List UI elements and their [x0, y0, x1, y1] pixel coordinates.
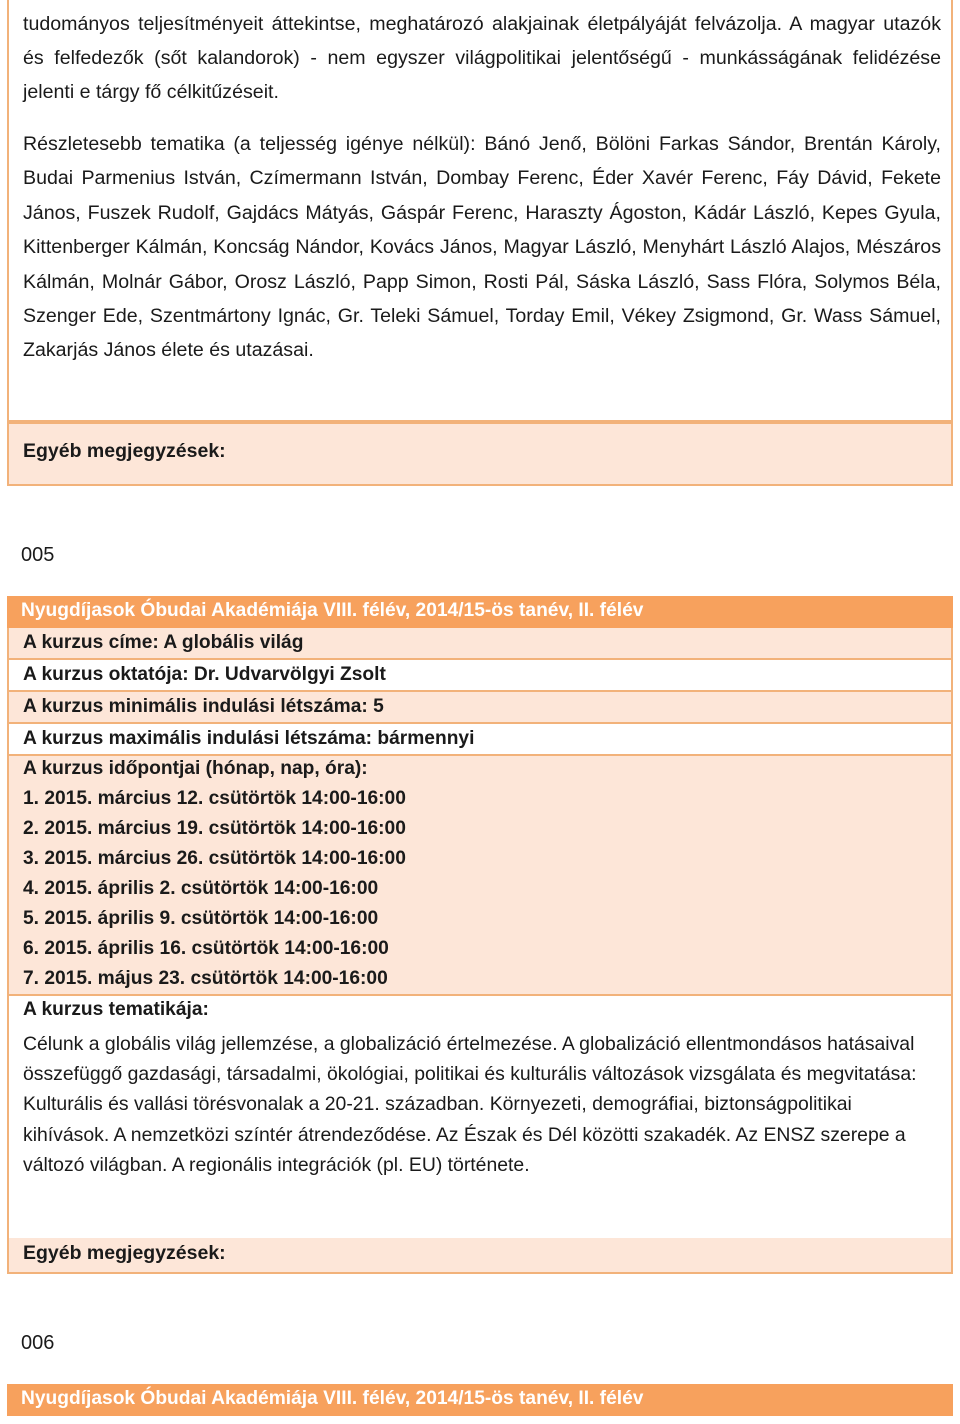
course-min-size: A kurzus minimális indulási létszáma: 5: [23, 696, 384, 717]
course-title-row: [7, 628, 953, 660]
course-max-size: A kurzus maximális indulási létszáma: bármennyi: [23, 728, 475, 749]
thematics-text: Célunk a globális világ jellemzése, a globalizáció értelmezése. A globalizáció ellentmondásos hatásaival összefüggő gazdasági, társadalmi, ökológiai, politikai és kulturális változások vizsgálata és megvitatása: Kulturális és vallási törésvonalak a 20-21. században. Környezeti, demográfiai, biztonságpolitikai kihívások. A nemzetközi színtér átrendeződése. Az Észak és Dél közötti szakadék. Az ENSZ szerepe a változó világban. A regionális integrációk (pl. EU) története.: [23, 1033, 917, 1176]
course-header-text: Nyugdíjasok Óbudai Akadémiája VIII. félév, 2014/15-ös tanév, II. félév: [21, 600, 644, 621]
schedule-title: A kurzus időpontjai (hónap, nap, óra):: [23, 758, 368, 779]
course-thematics: [7, 996, 953, 1240]
course-max-row: [7, 724, 953, 756]
course-header-text: Nyugdíjasok Óbudai Akadémiája VIII. félév, 2014/15-ös tanév, II. félév: [21, 1388, 644, 1409]
course-teacher: A kurzus oktatója: Dr. Udvarvölgyi Zsolt: [23, 664, 386, 685]
course-min-row: [7, 692, 953, 724]
schedule-item: 1. 2015. március 12. csütörtök 14:00-16:00: [23, 788, 406, 809]
previous-course-thematics: [7, 0, 953, 422]
course-number-006: 006: [21, 1332, 55, 1354]
notes-label: Egyéb megjegyzések:: [23, 440, 226, 462]
notes-row-005: [7, 1238, 953, 1274]
thematics-paragraph-details: Részletesebb tematika (a teljesség igénye nélkül): Bánó Jenő, Bölöni Farkas Sándor, Brentán Károly, Budai Parmenius István, Czímermann István, Dombay Ferenc, Éder Xavér Ferenc, Fáy Dávid, Fekete János, Fuszek Rudolf, Gajdács Mátyás, Gáspár Ferenc, Haraszty Ágoston, Kádár László, Kepes Gyula, Kittenberger Kálmán, Koncság Nándor, Kovács János, Magyar László, Menyhárt László Alajos, Mészáros Kálmán, Molnár Gábor, Orosz László, Papp Simon, Rosti Pál, Sáska László, Sass Flóra, Solymos Béla, Szenger Ede, Szentmártony Ignác, Gr. Teleki Sámuel, Torday Emil, Vékey Zsigmond, Gr. Wass Sámuel, Zakarjás János élete és utazásai.: [23, 133, 941, 362]
schedule-item: 7. 2015. május 23. csütörtök 14:00-16:00: [23, 968, 388, 989]
course-teacher-row: [7, 660, 953, 692]
schedule-item: 3. 2015. március 26. csütörtök 14:00-16:00: [23, 848, 406, 869]
course-header-005: [7, 596, 953, 628]
thematics-title: A kurzus tematikája:: [23, 999, 209, 1020]
course-number-005: 005: [21, 544, 55, 566]
schedule-item: 6. 2015. április 16. csütörtök 14:00-16:00: [23, 938, 389, 959]
schedule-item: 2. 2015. március 19. csütörtök 14:00-16:00: [23, 818, 406, 839]
course-schedule: [7, 756, 953, 996]
course-title: A kurzus címe: A globális világ: [23, 632, 304, 653]
schedule-item: 4. 2015. április 2. csütörtök 14:00-16:00: [23, 878, 379, 899]
notes-label: Egyéb megjegyzések:: [23, 1242, 226, 1264]
notes-row-previous: [7, 422, 953, 486]
course-header-006: [7, 1384, 953, 1416]
schedule-item: 5. 2015. április 9. csütörtök 14:00-16:00: [23, 908, 379, 929]
thematics-paragraph-intro: tudományos teljesítményeit áttekintse, meghatározó alakjainak életpályáját felvázolja. A magyar utazók és felfedezők (sőt kalandorok) - nem egyszer világpolitikai jelentőségű - munkásságának felidézése jelenti e tárgy fő célkitűzéseit.: [23, 13, 941, 103]
